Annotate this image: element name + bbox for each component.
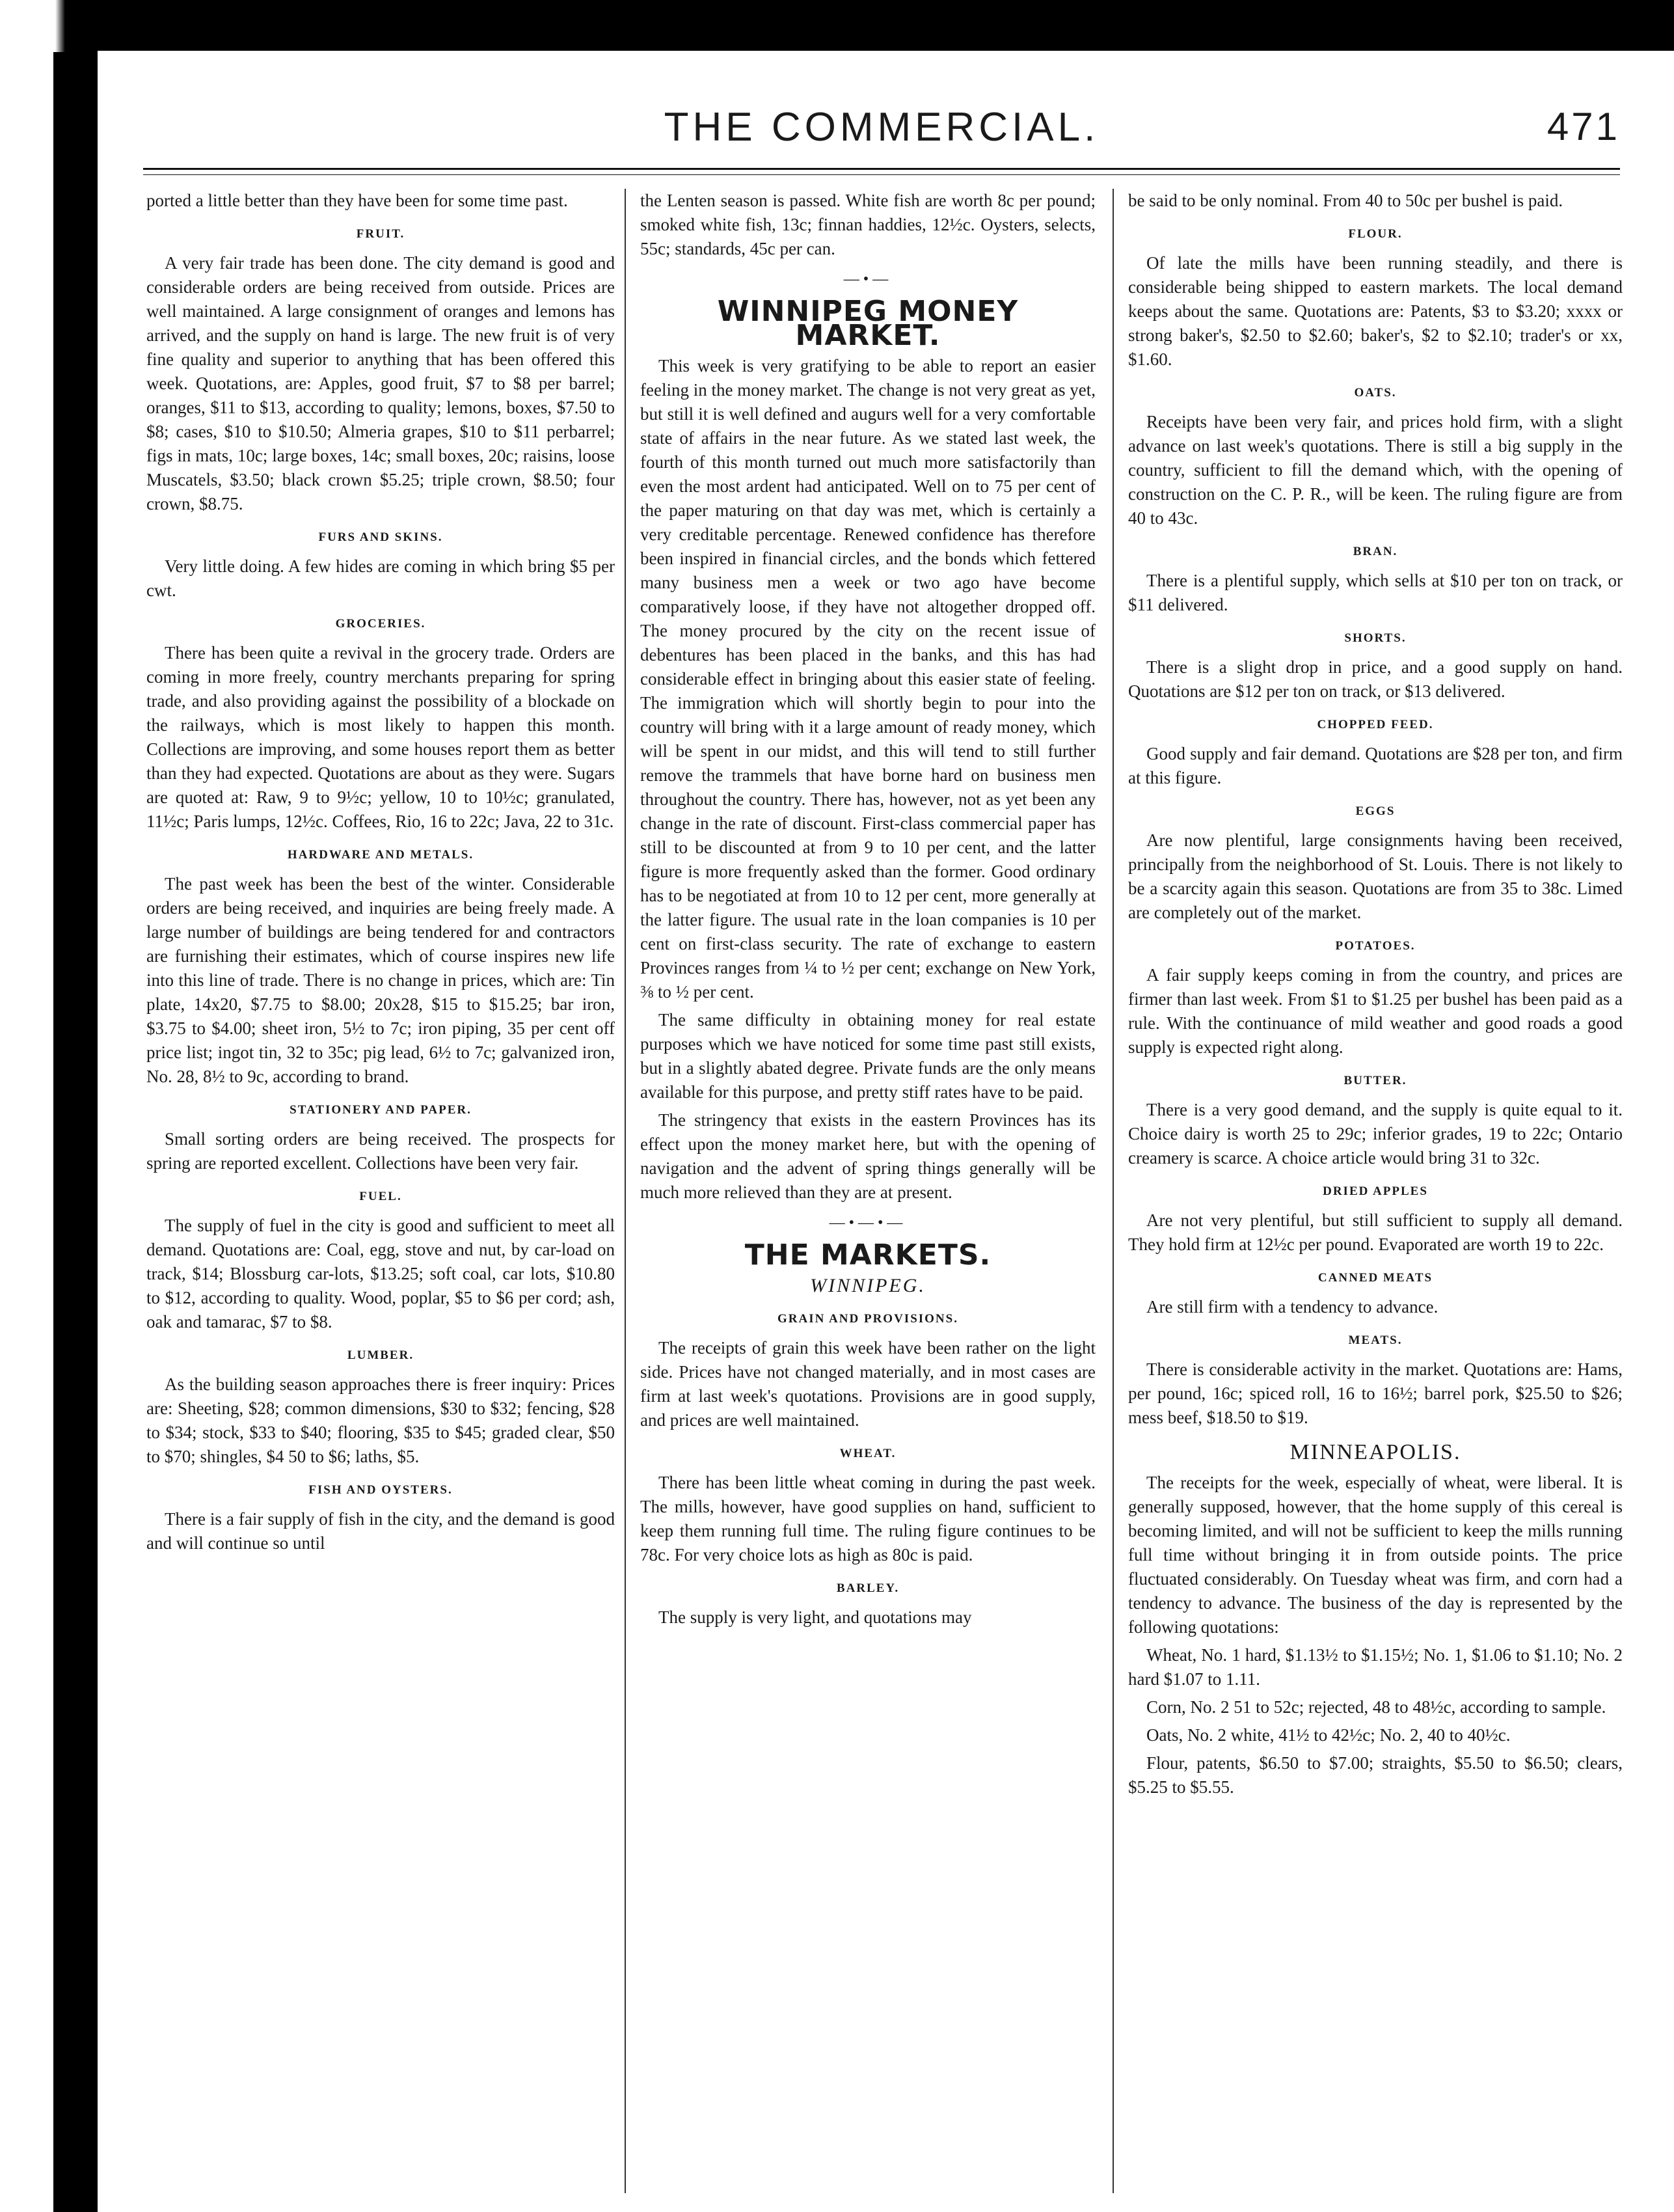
section-heading: LUMBER. — [347, 1348, 414, 1362]
section-heading: HARDWARE AND METALS. — [287, 848, 474, 862]
quotation: Corn, No. 2 51 to 52c; rejected, 48 to 48½c, according to sample. — [1146, 1697, 1606, 1717]
paragraph: There is a slight drop in price, and a good supply on hand. Quotations are $12 per ton on track, or $13 delivered. — [1128, 657, 1623, 701]
paragraph: Are still firm with a tendency to advance. — [1146, 1297, 1438, 1317]
paragraph: The supply of fuel in the city is good and sufficient to meet all demand. Quotations are: Coal, egg, stove and nut, by car-load on track, $14; Blossburg car-lots, $13.25; soft coal, car lots, $10.80 to $12, according to quality. Wood, poplar, $5 to $6 per cord; ash, oak and tamarac, $7 to $8. — [146, 1216, 615, 1331]
section-heading: CHOPPED FEED. — [1317, 718, 1434, 731]
paragraph: A fair supply keeps coming in from the country, and prices are firmer than last week. From $1 to $1.25 per bushel has been paid as a rule. With the continuance of mild weather and good roads a good supply is expected right along. — [1128, 965, 1623, 1057]
binding-spine — [0, 0, 98, 2212]
paragraph: Are not very plentiful, but still sufficient to supply all demand. They hold firm at 12½c per pound. Evaporated are worth 19 to 22c. — [1128, 1210, 1623, 1254]
column-right — [1113, 189, 1623, 2193]
section-heading: GRAIN AND PROVISIONS. — [777, 1312, 958, 1326]
section-heading: BUTTER. — [1343, 1074, 1407, 1087]
paragraph: As the building season approaches there is freer inquiry: Prices are: Sheeting, $28; common dimensions, $30 to $32; fencing, $28 to $34; stock, $33 to $40; flooring, $35 to $45; graded clear, $50 to $70; shingles, $4 50 to $6; laths, $5. — [146, 1374, 615, 1466]
section-heading: DRIED APPLES — [1323, 1184, 1428, 1198]
paragraph: The receipts of grain this week have been rather on the light side. Prices have not changed materially, and in most cases are firm at last week's quotations. Provisions are in good supply, and prices are well maintained. — [640, 1338, 1096, 1430]
section-heading: MEATS. — [1348, 1333, 1403, 1347]
paragraph: ported a little better than they have been for some time past. — [146, 191, 568, 210]
article-title: WINNIPEG MONEY MARKET. — [717, 295, 1019, 352]
paragraph: The stringency that exists in the eastern Provinces has its effect upon the money market here, but with the opening of navigation and the advent of spring things generally will be much more relieved than they are at present. — [640, 1110, 1096, 1202]
paragraph: The same difficulty in obtaining money for real estate purposes which we have noticed for some time past still exists, but in a slightly abated degree. Private funds are the only means available for this purpose, and pretty stiff rates have to be paid. — [640, 1010, 1096, 1102]
paragraph: There is a plentiful supply, which sells at $10 per ton on track, or $11 delivered. — [1128, 571, 1623, 614]
paragraph: Of late the mills have been running steadily, and there is considerable being shipped to eastern markets. The local demand keeps about the same. Quotations are: Patents, $3 to $3.20; xxxx or strong baker's, $2.50 to $2.60; baker's, $2 to $2.10; trader's or xx, $1.60. — [1128, 253, 1623, 369]
section-heading: SHORTS. — [1344, 631, 1407, 645]
paragraph: There is a very good demand, and the supply is quite equal to it. Choice dairy is worth 25 to 29c; inferior grades, 19 to 22c; Ontario creamery is scarce. A choice article would bring 31 to 32c. — [1128, 1100, 1623, 1167]
ornament-divider: —•— — [843, 271, 893, 288]
ornament-divider: —•—•— — [829, 1214, 907, 1231]
paragraph: There is a fair supply of fish in the city, and the demand is good and will continue so until — [146, 1509, 615, 1553]
paragraph: There has been quite a revival in the grocery trade. Orders are coming in more freely, country merchants preparing for spring trade, and also providing against the possibility of a blockade on the railways, which is most likely to happen this month. Collections are improving, and some houses report them as better than they had expected. Quotations are about as they were. Sugars are quoted at: Raw, 9 to 9½c; yellow, 10 to 10½c; granulated, 11½c; Paris lumps, 12½c. Coffees, Rio, 16 to 22c; Java, 22 to 31c. — [146, 643, 615, 831]
paragraph: There has been little wheat coming in during the past week. The mills, however, have good supplies on hand, sufficient to keep them running full time. The ruling figure continues to be 78c. For very choice lots as high as 80c is paid. — [640, 1473, 1096, 1564]
paragraph: be said to be only nominal. From 40 to 50c per bushel is paid. — [1128, 191, 1563, 210]
paragraph: Are now plentiful, large consignments having been received, principally from the neighborhood of St. Louis. There is not likely to be a scarcity again this season. Quotations are from 35 to 38c. Limed are completely out of the market. — [1128, 830, 1623, 922]
paragraph: There is considerable activity in the market. Quotations are: Hams, per pound, 16c; spiced roll, 16 to 16½; barrel pork, $25.50 to $26; mess beef, $18.50 to $19. — [1128, 1359, 1623, 1427]
section-heading: FUEL. — [359, 1190, 402, 1203]
section-heading: BARLEY. — [836, 1581, 900, 1595]
article-title: THE MARKETS. — [744, 1238, 992, 1272]
column-left — [146, 189, 615, 2193]
section-heading: CANNED MEATS — [1317, 1271, 1433, 1285]
section-heading: OATS. — [1354, 386, 1397, 400]
quotation: Wheat, No. 1 hard, $1.13½ to $1.15½; No. 1, $1.06 to $1.10; No. 2 hard $1.07 to 1.11. — [1128, 1645, 1623, 1689]
section-heading: FISH AND OYSTERS. — [308, 1483, 453, 1497]
paragraph: This week is very gratifying to be able to report an easier feeling in the money market. The change is not very great as yet, but still it is well defined and augurs well for a very comfortable state of affairs in the near future. As we stated last week, the fourth of this month turned out much more satisfactorily than even the most ardent had anticipated. Well on to 75 per cent of the paper maturing on that day was met, which is certainly a very creditable percentage. Renewed confidence has therefore been inspired in financial circles, and the bonds which fettered many business men a week or two ago have become comparatively loose, if they have not altogether dropped off. The money procured by the city on the recent issue of debentures has been placed in the banks, and this has had considerable effect in bringing about this easier state of feeling. The immigration which will shortly begin to pour into the country will bring with it a large amount of ready money, which will be spent in our midst, and this will tend to still further remove the trammels that have borne hard on business men throughout the country. There has, however, not as yet been any change in the rate of discount. First-class commercial paper has still to be discounted at from 9 to 10 per cent, and the latter figure is more frequently asked than the former. Good ordinary has to be negotiated at from 10 to 12 per cent, more generally at the latter figure. The usual rate in the loan companies is 10 per cent on first-class security. The rate of exchange to eastern Provinces ranges from ¼ to ½ per cent; exchange on New York, ⅜ to ½ per cent. — [640, 356, 1096, 1002]
page-number: 471 — [1546, 105, 1620, 148]
paragraph: The supply is very light, and quotations may — [658, 1607, 972, 1627]
page-header — [143, 104, 1620, 163]
article-title: MINNEAPOLIS. — [1289, 1440, 1461, 1464]
paragraph: the Lenten season is passed. White fish are worth 8c per pound; smoked white fish, 13c; finnan haddies, 12½c. Oysters, selects, 55c; standards, 45c per can. — [640, 191, 1096, 258]
section-heading: FRUIT. — [356, 227, 405, 241]
section-heading: EGGS — [1355, 804, 1396, 818]
section-heading: POTATOES. — [1335, 939, 1416, 953]
section-heading: WHEAT. — [839, 1447, 897, 1460]
column-middle — [625, 189, 1096, 2193]
header-rule-thin — [143, 174, 1620, 175]
page-top-edge — [0, 0, 1674, 51]
paragraph: Very little doing. A few hides are coming in which bring $5 per cwt. — [146, 556, 615, 600]
paragraph: Receipts have been very fair, and prices hold firm, with a slight advance on last week's quotations. There is still a big supply in the country, sufficient to fill the demand which, with the opening of construction on the C. P. R., will be keen. The ruling figure are from 40 to 43c. — [1128, 412, 1623, 528]
paragraph: Good supply and fair demand. Quotations are $28 per ton, and firm at this figure. — [1128, 744, 1623, 787]
binding-shadow — [53, 52, 66, 2212]
paragraph: Small sorting orders are being received. The prospects for spring are reported excellent. Collections have been very fair. — [146, 1129, 615, 1173]
running-title: THE COMMERCIAL. — [664, 105, 1100, 150]
paragraph: The past week has been the best of the winter. Considerable orders are being received, and inquiries are being freely made. A large number of buildings are being tendered for and contractors are furnishing their estimates, which of course inspires new life into this line of trade. There is no change in prices, which are: Tin plate, 14x20, $7.75 to $8.00; 20x28, $15 to $15.25; bar iron, $3.75 to $4.00; sheet iron, 5½ to 7c; iron piping, 35 per cent off price list; ingot tin, 32 to 35c; pig lead, 6½ to 7c; galvanized iron, No. 28, 8½ to 9c, according to brand. — [146, 874, 615, 1086]
section-heading: GROCERIES. — [335, 617, 426, 631]
quotation: Oats, No. 2 white, 41½ to 42½c; No. 2, 40 to 40½c. — [1146, 1725, 1511, 1745]
section-heading: BRAN. — [1353, 545, 1398, 558]
section-heading: STATIONERY AND PAPER. — [290, 1103, 472, 1117]
section-heading: FURS AND SKINS. — [318, 530, 443, 544]
paragraph: The receipts for the week, especially of wheat, were liberal. It is generally supposed, however, that the home supply of this cereal is becoming limited, and will not be sufficient to keep the mills running full time without bringing it in from outside points. The price fluctuated considerably. On Tuesday wheat was firm, and corn had a tendency to advance. The business of the day is represented by the following quotations: — [1128, 1473, 1623, 1637]
article-subtitle: WINNIPEG. — [810, 1275, 926, 1296]
quotation: Flour, patents, $6.50 to $7.00; straights, $5.50 to $6.50; clears, $5.25 to $5.55. — [1128, 1753, 1623, 1797]
paragraph: A very fair trade has been done. The city demand is good and considerable orders are being received from outside. Prices are well maintained. A large consignment of oranges and lemons has arrived, and the supply on hand is large. The new fruit is of very fine quality and superior to anything that has been offered this week. Quotations, are: Apples, good fruit, $7 to $8 per barrel; oranges, $11 to $13, according to quality; lemons, boxes, $7.50 to $8; cases, $10 to $10.50; Almeria grapes, $10 to $11 perbarrel; figs in mats, 10c; large boxes, 14c; small boxes, 20c; raisins, loose Muscatels, $3.50; black crown $5.25; triple crown, $8.50; four crown, $8.75. — [146, 253, 615, 513]
header-rule — [143, 168, 1620, 170]
section-heading: FLOUR. — [1348, 227, 1403, 241]
